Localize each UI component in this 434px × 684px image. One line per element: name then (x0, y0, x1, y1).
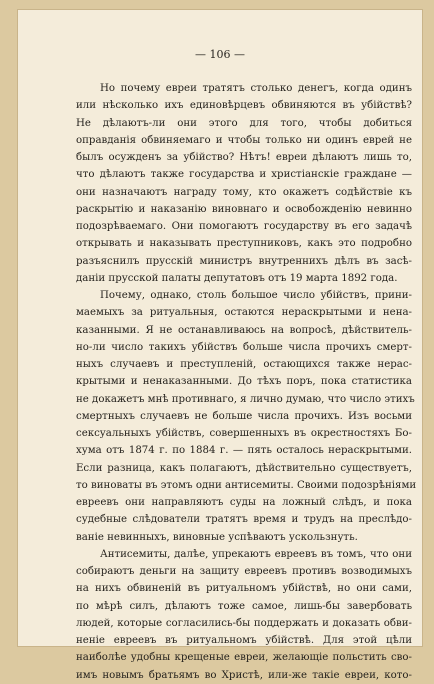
text-line: открывать и наказывать преступниковъ, какъ это подробно (76, 238, 412, 250)
text-line: подозрѣваемаго. Они помогаютъ государству въ его задачѣ (76, 221, 412, 232)
text-line: разъяснилъ прусскій министръ внутреннихъ дѣлъ въ засѣ- (76, 255, 412, 267)
text-line: или нѣсколько ихъ единовѣрцевъ обвиняются въ убійствѣ? (76, 100, 412, 112)
text-line: смертныхъ случаевъ не больше числа прочихъ. Изъ восьми (76, 410, 412, 422)
text-line: не докажетъ мнѣ противнаго, я лично думаю, что число этихъ (76, 393, 415, 405)
text-line: наиболѣе удобны крещеные евреи, желающіе польстить сво- (76, 652, 412, 664)
text-line: имъ новымъ братьямъ во Христѣ, или-же такіе евреи, кото- (76, 669, 412, 681)
text-line: сексуальныхъ убійствъ, совершенныхъ въ окрестностяхъ Бо- (76, 428, 412, 439)
text-line: но-ли число такихъ убійствъ больше числа прочихъ смерт- (76, 341, 412, 353)
text-line: Антисемиты, далѣе, упрекаютъ евреевъ въ томъ, что они (100, 548, 412, 560)
text-line: Но почему евреи тратятъ столько денегъ, когда одинъ (100, 83, 412, 94)
text-line: они назначаютъ награду тому, кто окажетъ содѣйствіе къ (76, 186, 412, 198)
text-line: Не дѣлаютъ-ли они этого для того, чтобы добиться (76, 117, 412, 129)
body-text (76, 80, 417, 684)
text-line: неніе евреевъ въ ритуальномъ убійствѣ. Для этой цѣли (76, 635, 412, 646)
text-line: даніи прусской палаты депутатовъ отъ 19 марта 1892 года. (76, 272, 398, 284)
text-line: маемыхъ за ритуальныя, остаются нераскрытыми и нена- (76, 307, 412, 319)
text-line: евреевъ они направляютъ суды на ложный слѣдъ, и пока (76, 497, 412, 508)
text-line: ныхъ случаевъ и преступленій, остающихся также нерас- (76, 359, 412, 370)
text-line: собираютъ деньги на защиту евреевъ противъ возводимыхъ (76, 566, 412, 577)
text-line: по мѣрѣ силъ, дѣлаютъ тоже самое, лишь-бы завербовать (76, 600, 412, 612)
text-line: Почему, однако, столь большое число убійствъ, прини- (100, 290, 412, 301)
text-line: Если разница, какъ полагаютъ, дѣйствительно существуетъ, (76, 462, 412, 474)
text-line: хума отъ 1874 г. по 1884 г. — пять осталось нераскрытыми. (76, 445, 412, 457)
text-line: раскрытію и наказанію виновнаго и освобожденію невинно (76, 203, 412, 215)
page-number: — 106 — (195, 48, 245, 61)
text-line: оправданія обвиняемаго и чтобы только ни одинъ еврей не (76, 134, 412, 146)
text-line: крытыми и ненаказанными. До тѣхъ поръ, пока статистика (76, 376, 412, 388)
text-line: казанными. Я не останавливаюсь на вопросѣ, дѣйствитель- (76, 324, 412, 336)
text-line: ваніе невинныхъ, виновные успѣваютъ ускользнуть. (76, 531, 358, 543)
text-line: на нихъ обвиненій въ ритуальномъ убійствѣ, но они сами, (76, 583, 412, 595)
text-line: былъ осужденъ за убійство? Нѣтъ! евреи дѣлаютъ лишь то, (76, 152, 412, 163)
book-page (18, 10, 422, 681)
text-line: то виноваты въ этомъ одни антисемиты. Своими подозрѣніями (76, 479, 417, 491)
text-line: судебные слѣдователи тратятъ время и трудъ на преслѣдо- (76, 514, 412, 526)
text-line: что дѣлаютъ также государства и христіанскіе граждане — (76, 169, 412, 181)
text-line: людей, которые согласились-бы поддержать и доказать обви- (76, 617, 412, 629)
